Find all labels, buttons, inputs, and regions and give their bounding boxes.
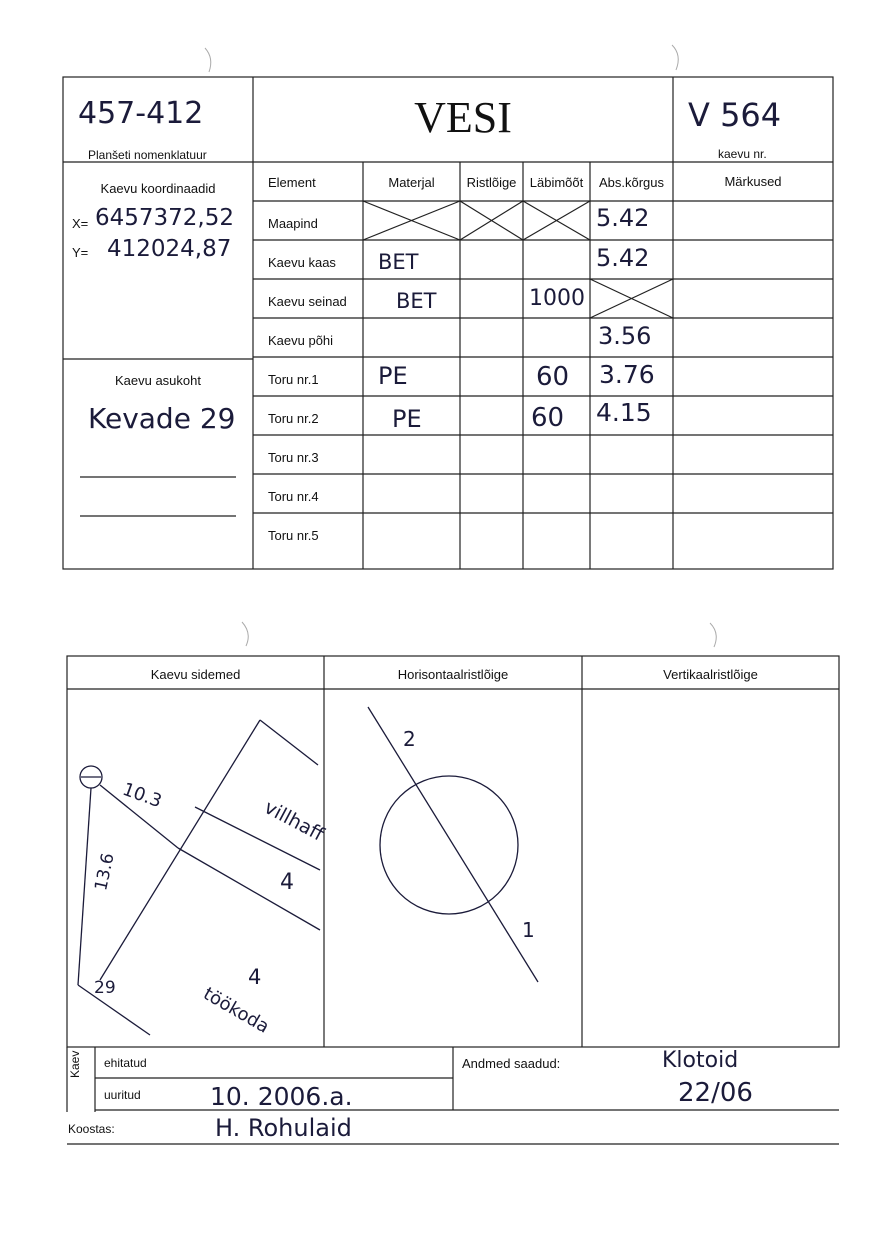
plansheet-label: Planšeti nomenklatuur: [88, 148, 207, 162]
row-label: Toru nr.3: [268, 450, 319, 465]
data-received-signature: Klotoid: [662, 1048, 739, 1073]
diameter-cell: 60: [536, 362, 570, 392]
diameter-cell: 1000: [529, 286, 585, 311]
abs-height-cell: 3.56: [598, 322, 652, 350]
material-cell: PE: [378, 362, 408, 390]
data-received-label: Andmed saadud:: [462, 1056, 561, 1071]
row-label: Kaevu kaas: [268, 255, 336, 270]
plansheet-value: 457-412: [78, 96, 204, 131]
material-cell: PE: [392, 405, 422, 433]
abs-height-cell: 4.15: [596, 398, 652, 427]
surveyed-value: 10. 2006.a.: [210, 1082, 353, 1111]
top-form-grid: [0, 0, 880, 600]
material-cell: BET: [378, 250, 419, 274]
material-cell: BET: [396, 289, 437, 313]
row-label: Toru nr.2: [268, 411, 319, 426]
page-title: VESI: [414, 93, 512, 142]
coordinates-label: Kaevu koordinaadid: [100, 181, 216, 196]
distance-label: 10.3: [119, 778, 165, 813]
well-number-label: kaevu nr.: [718, 147, 767, 161]
y-label: Y=: [72, 245, 89, 260]
bottom-form-grid: [0, 600, 880, 1240]
location-label: Kaevu asukoht: [114, 373, 201, 388]
header-material: Materjal: [388, 175, 435, 190]
pipe-label: 1: [522, 918, 535, 942]
row-label: Toru nr.5: [268, 528, 319, 543]
x-label: X=: [72, 216, 89, 231]
distance-label: 13.6: [91, 851, 119, 893]
street-number-label: 4: [280, 870, 294, 895]
header-diameter: Läbimõõt: [529, 175, 584, 190]
y-value: 412024,87: [107, 236, 232, 262]
street-number-label: 4: [248, 965, 262, 989]
well-label: Kaev: [68, 1050, 82, 1078]
row-label: Toru nr.4: [268, 489, 319, 504]
well-number-value: V 564: [688, 96, 782, 134]
header-abs-height: Abs.kõrgus: [598, 175, 665, 190]
row-label: Kaevu seinad: [268, 294, 347, 309]
abs-height-cell: 3.76: [599, 360, 655, 389]
col-header-horizontal: Horisontaalristlõige: [397, 667, 509, 682]
row-label: Maapind: [268, 216, 318, 231]
pipe-label: 2: [403, 727, 416, 751]
distance-label: 29: [94, 978, 116, 998]
abs-height-cell: 5.42: [596, 244, 650, 272]
col-header-vertical: Vertikaalristlõige: [663, 667, 758, 682]
built-label: ehitatud: [104, 1056, 147, 1070]
well-card-top: [0, 0, 880, 600]
header-notes: Märkused: [724, 174, 782, 189]
compiled-label: Koostas:: [68, 1122, 115, 1136]
col-header-connections: Kaevu sidemed: [150, 667, 241, 682]
street-label: töökoda: [199, 983, 273, 1038]
row-label: Toru nr.1: [268, 372, 319, 387]
header-cross-section: Ristlõige: [466, 175, 517, 190]
x-value: 6457372,52: [95, 205, 235, 231]
header-element: Element: [268, 175, 316, 190]
location-value: Kevade 29: [88, 402, 236, 435]
well-card-bottom: [0, 600, 880, 1240]
row-label: Kaevu põhi: [268, 333, 334, 348]
street-label: villhaff: [260, 796, 328, 846]
horizontal-section-sketch: [368, 707, 538, 982]
diameter-cell: 60: [531, 403, 565, 433]
surveyed-label: uuritud: [104, 1088, 141, 1102]
compiled-by-signature: H. Rohulaid: [215, 1114, 352, 1142]
abs-height-cell: 5.42: [596, 204, 650, 232]
data-received-date: 22/06: [678, 1078, 753, 1108]
